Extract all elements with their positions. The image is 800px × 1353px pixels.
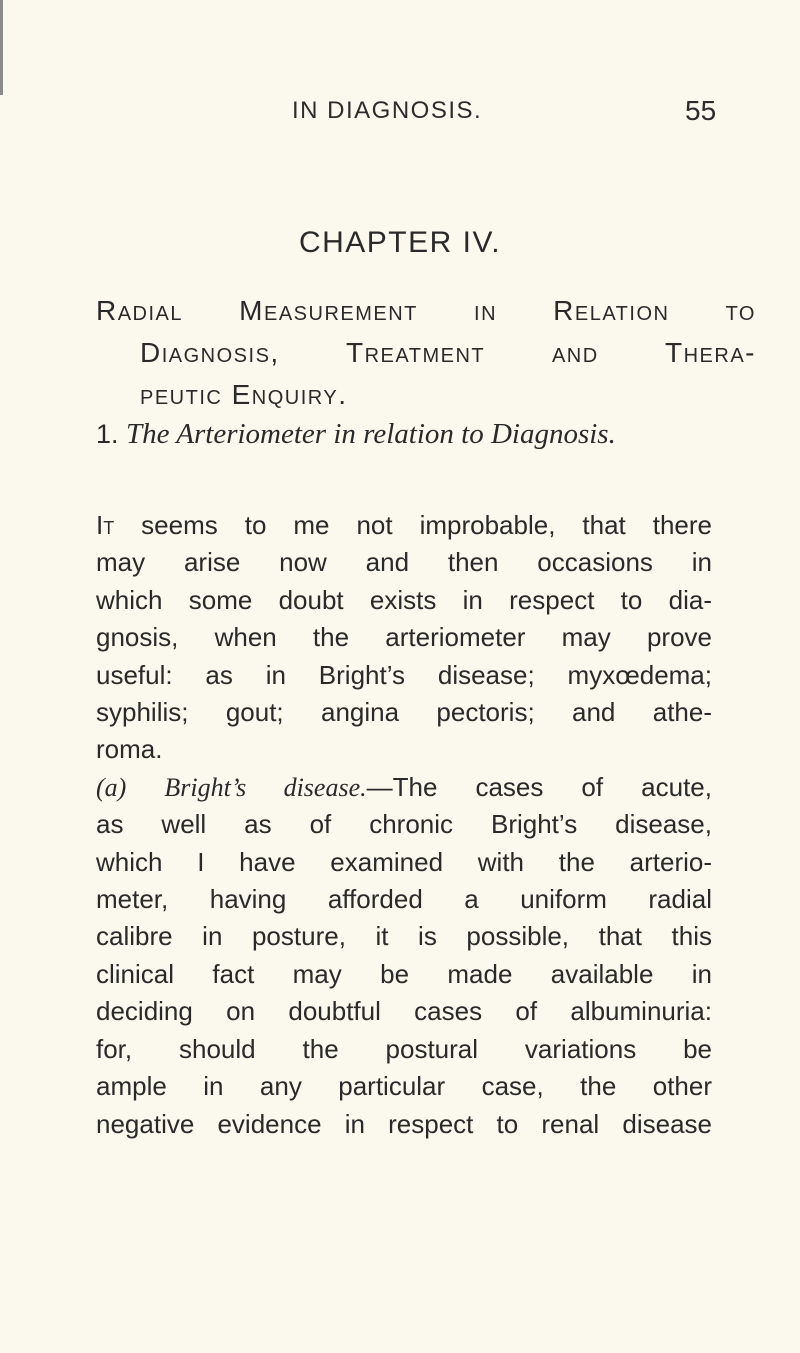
text-line-content: seems to me not improbable, that there [114,510,712,540]
page-edge-shadow [0,0,3,95]
text-line: which I have examined with the arterio- [96,846,712,877]
chapter-title [96,290,756,416]
chapter-title-line: peutic Enquiry. [140,379,348,410]
paragraph-lead-word: It [96,510,115,540]
section-title: The Arteriometer in relation to Diagnosis. [126,418,616,450]
paragraph-marker: (a) [96,772,127,802]
text-line: roma. [96,734,163,765]
text-line: calibre in posture, it is possible, that this [96,921,712,952]
text-line: deciding on doubtful cases of albuminuria: [96,996,712,1027]
body-text [96,507,712,1143]
text-line: which some doubt exists in respect to dia- [96,584,712,615]
text-line: meter, having afforded a uniform radial [96,884,712,915]
chapter-heading: CHAPTER IV. [298,226,502,259]
text-line: clinical fact may be made available in [96,958,712,989]
chapter-title-line: Diagnosis, Treatment and Thera- [140,337,756,368]
text-line [96,769,712,806]
page-number: 55 [685,95,717,126]
section-heading [96,418,616,451]
text-line [96,507,712,544]
chapter-title-line: Radial Measurement in Relation to [96,295,756,326]
text-line: ample in any particular case, the other [96,1071,712,1102]
text-line: syphilis; gout; angina pectoris; and athe- [96,697,712,728]
text-line-content: —The cases of acute, [366,771,712,802]
text-line: useful: as in Bright’s disease; myxœdema; [96,659,712,690]
paragraph-italic-heading: Bright’s disease. [164,772,367,802]
section-number: 1. [96,419,119,449]
text-line: may arise now and then occasions in [96,547,712,578]
text-line: gnosis, when the arteriometer may prove [96,622,712,653]
running-head: IN DIAGNOSIS. [292,97,483,124]
text-line: for, should the postural variations be [96,1033,712,1064]
text-line: negative evidence in respect to renal disease [96,1108,712,1139]
text-line: as well as of chronic Bright’s disease, [96,809,712,840]
